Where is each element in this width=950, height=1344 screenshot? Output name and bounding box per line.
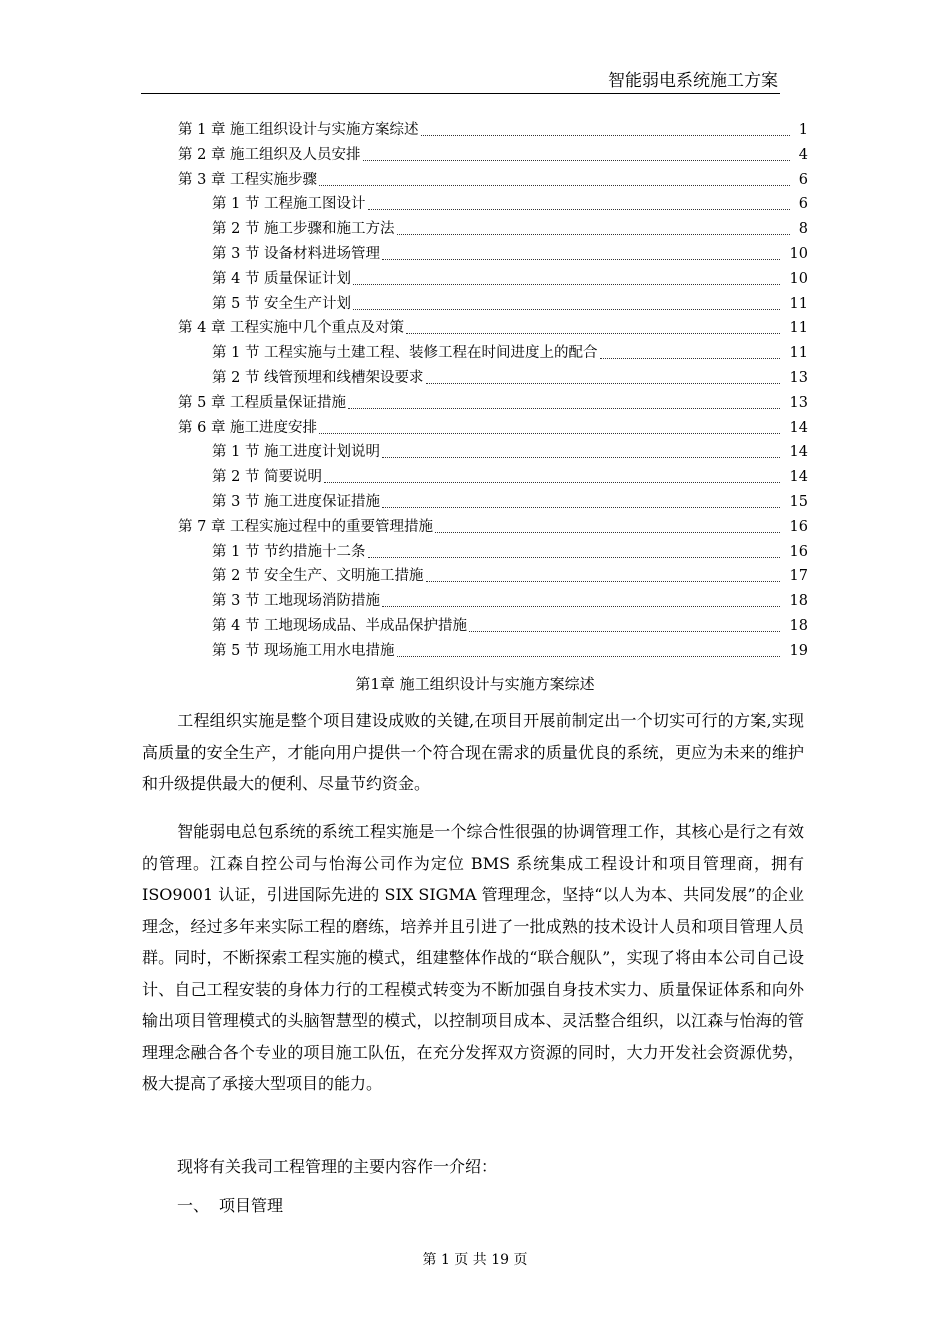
toc-entry[interactable] (0, 143, 950, 168)
toc-entry-page: 16 (789, 518, 808, 535)
toc-entry[interactable] (0, 465, 950, 490)
toc-entry-label: 第 5 节 安全生产计划 (212, 295, 352, 312)
toc-entry-label: 第 5 节 现场施工用水电措施 (212, 642, 395, 659)
toc-entry-label: 第 2 节 安全生产、文明施工措施 (212, 568, 424, 585)
toc-entry[interactable] (0, 540, 950, 565)
toc-entry-label: 第 1 节 节约措施十二条 (212, 543, 366, 560)
toc-entry-page: 1 (798, 122, 808, 138)
toc-entry[interactable] (0, 217, 950, 242)
toc-entry-label: 第 3 节 施工进度保证措施 (212, 493, 381, 510)
toc-entry-page: 18 (789, 593, 808, 610)
toc-entry-page: 15 (789, 493, 808, 510)
toc-entry[interactable] (0, 292, 950, 317)
toc-entry-page: 10 (789, 245, 808, 262)
toc-entry-label: 第 1 章 施工组织设计与实施方案综述 (178, 122, 419, 138)
toc-entry[interactable] (0, 416, 950, 441)
paragraph-text: 现将有关我司工程管理的主要内容作一介绍： (177, 1157, 498, 1176)
toc-entry[interactable] (0, 564, 950, 589)
toc-entry-label: 第 4 节 质量保证计划 (212, 270, 352, 287)
toc-entry-label: 第 2 节 线管预埋和线槽架设要求 (212, 369, 424, 386)
toc-entry-label: 第 1 节 工程实施与土建工程、装修工程在时间进度上的配合 (212, 345, 598, 362)
toc-entry-label: 第 3 节 工地现场消防措施 (212, 593, 381, 610)
toc-entry-page: 10 (789, 270, 808, 287)
toc-entry-label: 第 1 节 工程施工图设计 (212, 196, 366, 213)
toc-entry-page: 13 (789, 369, 808, 386)
list-item (177, 1190, 283, 1222)
table-of-contents (0, 118, 950, 664)
toc-entry-page: 14 (789, 469, 808, 486)
toc-entry-page: 14 (789, 444, 808, 461)
page-footer: 第 1 页 共 19 页 (422, 1252, 528, 1268)
toc-entry[interactable] (0, 639, 950, 664)
toc-entry-page: 17 (789, 568, 808, 585)
chapter-heading: 第1章 施工组织设计与实施方案综述 (355, 675, 595, 693)
list-item-text: 项目管理 (219, 1196, 284, 1215)
toc-entry-page: 11 (789, 320, 808, 337)
toc-entry-label: 第 7 章 工程实施过程中的重要管理措施 (178, 518, 434, 535)
list-item-number: 一、 (177, 1196, 210, 1215)
toc-entry[interactable] (0, 267, 950, 292)
toc-entry-label: 第 4 章 工程实施中几个重点及对策 (178, 320, 405, 337)
toc-entry[interactable] (0, 391, 950, 416)
toc-entry-label: 第 4 节 工地现场成品、半成品保护措施 (212, 617, 468, 634)
toc-entry[interactable] (0, 589, 950, 614)
paragraph-text: 智能弱电总包系统的系统工程实施是一个综合性很强的协调管理工作，其核心是行之有效的管理。江森自控公司与怡海公司作为定位 BMS 系统集成工程设计和项目管理商，拥有 ISO9001 认证，引进国际先进的 SIX SIGMA 管理理念，坚持“以人为本、共同发展”的企业理念，经过多年来实际工程的磨练，培养并且引进了一批成熟的技术设计人员和项目管理人员群。同时，不断探索工程实施的模式，组建整体作战的“联合舰队”，实现了将由本公司自己设计、自己工程安装的身体力行的工程模式转变为不断加强自身技术实力、质量保证体系和向外输出项目管理模式的头脑智慧型的模式，以控制项目成本、灵活整合组织，以江森与怡海的管理理念融合各个专业的项目施工队伍，在充分发挥双方资源的同时，大力开发社会资源优势，极大提高了承接大型项目的能力。 (142, 822, 804, 1093)
paragraph (142, 816, 804, 1100)
toc-entry[interactable] (0, 366, 950, 391)
toc-entry-label: 第 2 节 施工步骤和施工方法 (212, 221, 395, 238)
toc-entry-label: 第 2 节 简要说明 (212, 469, 323, 486)
toc-entry[interactable] (0, 192, 950, 217)
page-header-title: 智能弱电系统施工方案 (608, 71, 778, 91)
toc-entry-page: 6 (798, 196, 808, 213)
toc-entry-page: 18 (789, 617, 808, 634)
header-rule (141, 93, 780, 94)
toc-entry-page: 6 (798, 171, 808, 188)
toc-entry-page: 11 (789, 295, 808, 312)
toc-entry-page: 11 (789, 345, 808, 362)
toc-entry[interactable] (0, 341, 950, 366)
toc-entry-page: 13 (789, 394, 808, 411)
toc-entry-page: 14 (789, 419, 808, 436)
toc-entry[interactable] (0, 168, 950, 193)
toc-entry[interactable] (0, 440, 950, 465)
toc-entry[interactable] (0, 316, 950, 341)
toc-entry-label: 第 6 章 施工进度安排 (178, 419, 318, 436)
toc-entry-label: 第 2 章 施工组织及人员安排 (178, 146, 361, 163)
toc-entry-page: 19 (789, 642, 808, 659)
toc-entry-label: 第 1 节 施工进度计划说明 (212, 444, 381, 461)
toc-entry[interactable] (0, 242, 950, 267)
paragraph-text: 工程组织实施是整个项目建设成败的关键,在项目开展前制定出一个切实可行的方案,实现高质量的安全生产，才能向用户提供一个符合现在需求的质量优良的系统，更应为未来的维护和升级提供最大的便利、尽量节约资金。 (142, 711, 804, 793)
toc-entry[interactable] (0, 614, 950, 639)
toc-entry-page: 8 (798, 221, 808, 238)
toc-entry-label: 第 3 章 工程实施步骤 (178, 171, 318, 188)
paragraph (142, 1151, 804, 1183)
toc-entry-page: 16 (789, 543, 808, 560)
toc-entry[interactable] (0, 118, 950, 143)
paragraph (142, 705, 804, 800)
toc-entry[interactable] (0, 515, 950, 540)
toc-entry-page: 4 (798, 146, 808, 163)
toc-entry-label: 第 3 节 设备材料进场管理 (212, 245, 381, 262)
toc-entry-label: 第 5 章 工程质量保证措施 (178, 394, 347, 411)
toc-entry[interactable] (0, 490, 950, 515)
